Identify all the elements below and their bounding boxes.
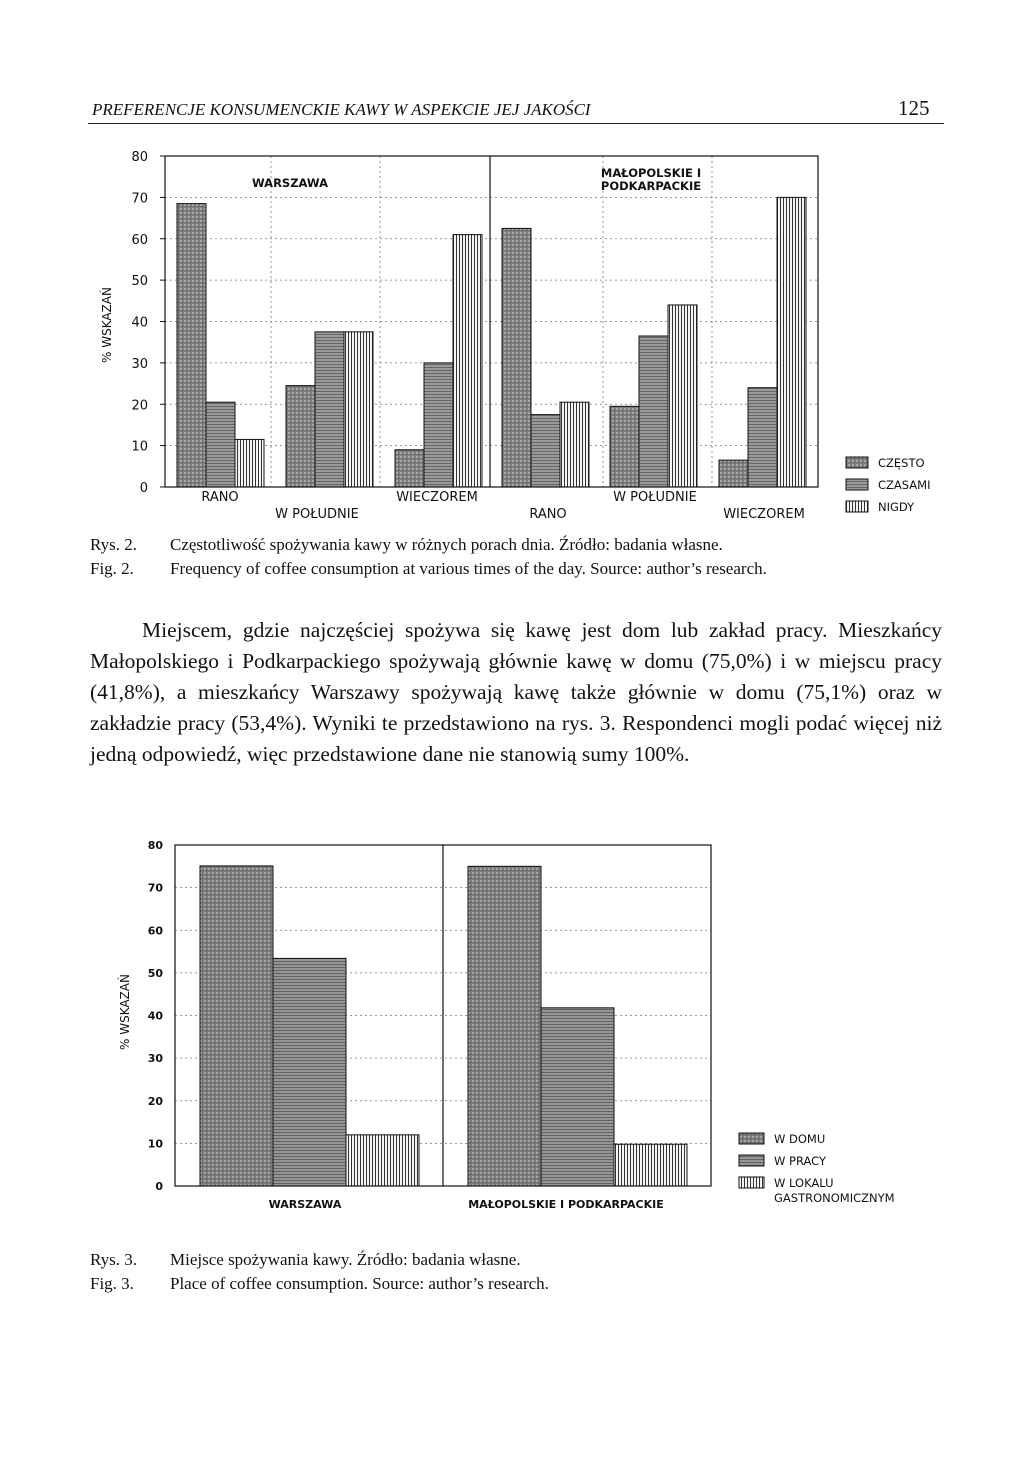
caption-label: Rys. 3. <box>90 1250 138 1269</box>
caption-pl <box>90 533 767 557</box>
panel-title-malopolskie: MAŁOPOLSKIE I PODKARPACKIE <box>600 166 702 193</box>
panel-title-warszawa: WARSZAWA <box>252 176 328 190</box>
legend-swatch <box>739 1155 764 1166</box>
y-tick-label: 40 <box>131 315 148 331</box>
chart-place-of-consumption <box>0 830 1024 1220</box>
bar-czesto <box>502 228 531 487</box>
category-label: WARSZAWA <box>268 1198 342 1211</box>
bar-czasami <box>424 363 453 487</box>
legend-label-czesto: CZĘSTO <box>878 456 925 470</box>
bar-nigdy <box>235 439 264 487</box>
bar-czesto <box>610 406 639 487</box>
running-head: PREFERENCJE KONSUMENCKIE KAWY W ASPEKCIE JEJ JAKOŚCI <box>92 100 591 119</box>
figure-2-caption <box>90 533 767 581</box>
category-label: WIECZOREM <box>396 490 478 505</box>
bar-nigdy <box>344 332 373 487</box>
y-axis-label: % WSKAZAŃ <box>118 974 132 1050</box>
y-axis-label: % WSKAZAŃ <box>100 287 114 363</box>
legend-label-czasami: CZASAMI <box>878 478 931 492</box>
category-label: WIECZOREM <box>723 507 805 522</box>
y-tick-label: 0 <box>139 481 148 496</box>
y-tick-label: 50 <box>131 274 148 290</box>
y-tick-label: 20 <box>147 1094 163 1108</box>
y-tick-label: 10 <box>131 439 148 455</box>
bar-czesto <box>286 386 315 487</box>
legend-swatch <box>739 1133 764 1144</box>
caption-text: Place of coffee consumption. Source: author’s research. <box>170 1274 549 1293</box>
category-label: W POŁUDNIE <box>275 507 359 522</box>
y-tick-label: 40 <box>147 1009 163 1023</box>
bar-w-lokalu-gastronomicznym <box>346 1135 419 1186</box>
bar-czasami <box>206 402 235 487</box>
y-tick-label: 50 <box>147 966 163 980</box>
y-tick-label: 80 <box>131 150 148 165</box>
y-tick-label: 60 <box>147 924 163 938</box>
y-tick-label: 30 <box>147 1052 163 1066</box>
header-rule <box>88 123 944 124</box>
category-label: W POŁUDNIE <box>613 490 697 505</box>
category-label: MAŁOPOLSKIE I PODKARPACKIE <box>468 1198 664 1211</box>
caption-text: Częstotliwość spożywania kawy w różnych porach dnia. Źródło: badania własne. <box>170 535 723 554</box>
caption-label: Fig. 2. <box>90 559 134 578</box>
y-tick-label: 30 <box>131 356 148 372</box>
legend-swatch <box>739 1177 764 1188</box>
category-label: RANO <box>529 507 567 522</box>
caption-en <box>90 1272 549 1296</box>
legend-label-w-domu: W DOMU <box>774 1132 826 1146</box>
caption-label: Fig. 3. <box>90 1274 134 1293</box>
bar-w-lokalu-gastronomicznym <box>614 1144 687 1186</box>
caption-label: Rys. 2. <box>90 535 138 554</box>
caption-text: Miejsce spożywania kawy. Źródło: badania własne. <box>170 1250 521 1269</box>
chart-time-of-day <box>0 140 1024 530</box>
legend-label-nigdy: NIGDY <box>878 500 915 514</box>
y-tick-label: 70 <box>147 881 163 895</box>
caption-pl <box>90 1248 549 1272</box>
bar-czesto <box>719 460 748 487</box>
y-tick-label: 20 <box>131 398 148 414</box>
legend-swatch <box>846 457 868 468</box>
legend-label-w-pracy: W PRACY <box>774 1154 827 1168</box>
figure-3-caption <box>90 1248 549 1296</box>
bar-w-domu <box>468 866 541 1186</box>
legend-swatch <box>846 501 868 512</box>
caption-en <box>90 557 767 581</box>
category-label: RANO <box>201 490 239 505</box>
bar-czasami <box>315 332 344 487</box>
bar-nigdy <box>453 235 482 487</box>
bar-nigdy <box>777 197 806 487</box>
y-tick-label: 80 <box>147 839 163 852</box>
legend-label-w-lokalu-gastronomicznym: W LOKALU GASTRONOMICZNYM <box>774 1176 895 1205</box>
bar-w-pracy <box>541 1008 614 1186</box>
y-tick-label: 70 <box>131 191 148 207</box>
bar-nigdy <box>668 305 697 487</box>
body-paragraph: Miejscem, gdzie najczęściej spożywa się kawę jest dom lub zakład pracy. Mieszkańcy Małopolskiego i Podkarpackiego spożywają głównie kawę w domu (75,0%) i w miejscu pracy (41,8%), a mieszkańcy Warszawy spożywają kawę także głównie w domu (75,1%) oraz w zakładzie pracy (53,4%). Wyniki te przedstawiono na rys. 3. Respondenci mogli podać więcej niż jedną odpowiedź, więc przedstawione dane nie stanowią sumy 100%. <box>90 618 942 766</box>
page-number: 125 <box>898 96 930 120</box>
legend-swatch <box>846 479 868 490</box>
y-tick-label: 0 <box>155 1180 163 1193</box>
caption-text: Frequency of coffee consumption at various times of the day. Source: author’s research. <box>170 559 767 578</box>
bar-w-domu <box>200 866 273 1186</box>
bar-nigdy <box>560 402 589 487</box>
bar-czesto <box>177 204 206 487</box>
bar-w-pracy <box>273 958 346 1186</box>
bar-czasami <box>748 388 777 487</box>
bar-czesto <box>395 450 424 487</box>
y-tick-label: 60 <box>131 232 148 248</box>
y-tick-label: 10 <box>147 1137 163 1151</box>
bar-czasami <box>639 336 668 487</box>
bar-czasami <box>531 415 560 487</box>
